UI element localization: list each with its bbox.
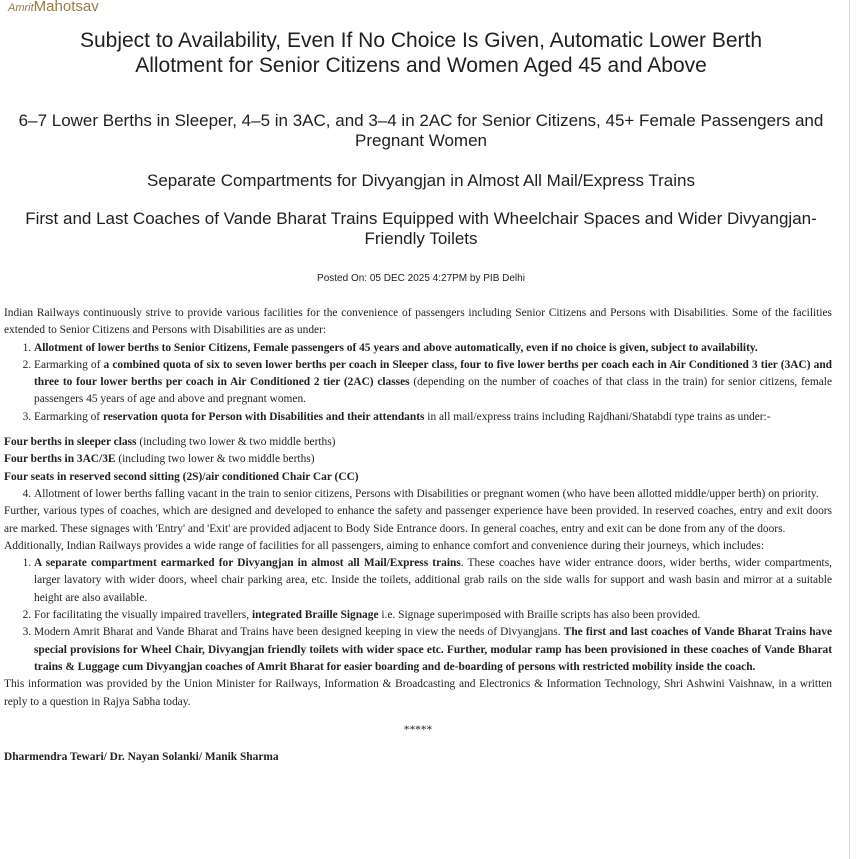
list-item-bold: Allotment of lower berths to Senior Citizens, Female passengers of 45 years and above automatically, even if no choice is given, subject to availability. bbox=[34, 341, 758, 354]
list-item bbox=[34, 340, 832, 357]
list-item-text: Earmarking of bbox=[34, 358, 104, 371]
quota-text: (including two lower & two middle berths) bbox=[136, 436, 336, 449]
list-item-text: (depending on the number of coaches of that class in the train) for senior citizens, female passengers 45 years of age and above and pregnant women. bbox=[34, 376, 832, 406]
quota-text: (including two lower & two middle berths) bbox=[115, 453, 315, 466]
list-item bbox=[34, 357, 832, 409]
logo-big-text: Mahotsav bbox=[33, 0, 99, 15]
list-item-text: Earmarking of bbox=[34, 410, 103, 423]
quota-bold: Four berths in 3AC/3E bbox=[4, 453, 116, 466]
posted-on-line: Posted On: 05 DEC 2025 4:27PM by PIB Delhi bbox=[317, 273, 525, 284]
facilities-list-continued bbox=[4, 486, 832, 503]
list-item bbox=[34, 555, 832, 607]
additional-facilities-paragraph: Additionally, Indian Railways provides a wide range of facilities for all passengers, aiming to enhance comfort and convenience during their journeys, which includes: bbox=[4, 539, 764, 552]
intro-paragraph: Indian Railways continuously strive to provide various facilities for the convenience of passengers including Senior Citizens and Persons with Disabilities. Some of the facilities extended to Senior Citizens and Persons with Disabilities are as under: bbox=[4, 307, 832, 337]
headline-block bbox=[0, 29, 842, 284]
facilities-list bbox=[4, 340, 832, 426]
list-item-bold: The first and last coaches of Vande Bharat Trains have special provisions for Wheel Chair, Divyangjan friendly toilets with wider space etc. Further, modular ramp has been provisioned in these coaches of Vande Bharat trains & Luggage cum Divyangjan coaches of Amrit Bharat for easier boarding and de-boarding of persons with restricted mobility inside the coach. bbox=[34, 626, 833, 673]
quota-line bbox=[4, 451, 832, 468]
list-item: 4. Allotment of lower berths falling vacant in the train to senior citizens, Persons with Disabilities or pregnant women (who have been allotted middle/upper berth) on priority. bbox=[34, 486, 832, 503]
passenger-facilities-list bbox=[4, 555, 832, 676]
list-item bbox=[34, 624, 832, 676]
subheadline-divyangjan-compartments: Separate Compartments for Divyangjan in Almost All Mail/Express Trains bbox=[146, 171, 695, 190]
list-item-text: Modern Amrit Bharat and Vande Bharat and Trains have been designed keeping in view the needs of Divyangjans. bbox=[34, 626, 564, 639]
signature-line: Dharmendra Tewari/ Dr. Nayan Solanki/ Manik Sharma bbox=[4, 751, 279, 764]
main-headline: Subject to Availability, Even If No Choice Is Given, Automatic Lower Berth Allotment for Senior Citizens and Women Aged 45 and Above bbox=[79, 29, 763, 77]
subheadline-vande-bharat: First and Last Coaches of Vande Bharat Trains Equipped with Wheelchair Spaces and Wider Divyangjan-Friendly Toilets bbox=[25, 209, 817, 248]
list-item-text: in all mail/express trains including Rajdhani/Shatabdi type trains as under:- bbox=[424, 410, 771, 423]
closing-paragraph: This information was provided by the Union Minister for Railways, Information & Broadcasting and Electronics & Information Technology, Shri Ashwini Vaishnaw, in a written reply to a question in Rajya Sabha today. bbox=[4, 678, 832, 708]
list-item-text: i.e. Signage superimposed with Braille scripts has also been provided. bbox=[378, 609, 701, 622]
list-item-text: . These coaches have wider entrance doors, wider berths, wider compartments, larger lavatory with wider doors, wheel chair parking area, etc. Inside the toilets, additional grab rails on the side walls for support and wash basin and mirror at a suitable height are also available. bbox=[34, 557, 832, 604]
quota-line bbox=[4, 469, 832, 486]
page-border-line bbox=[849, 0, 850, 859]
logo-small-text: Amrit bbox=[8, 2, 34, 14]
list-item bbox=[34, 409, 832, 426]
subheadline-berths: 6–7 Lower Berths in Sleeper, 4–5 in 3AC, and 3–4 in 2AC for Senior Citizens, 45+ Female Passengers and Pregnant Women bbox=[18, 111, 824, 150]
quota-line bbox=[4, 434, 832, 451]
coaches-paragraph: Further, various types of coaches, which are designed and developed to enhance the safety and passenger experience have been provided. In reserved coaches, entry and exit doors are marked. These signages with 'Entry' and 'Exit' are provided adjacent to Body Side Entrance doors. In general coaches, entry and exit can be done from any of the doors. bbox=[4, 505, 832, 535]
quota-bold: Four seats in reserved second sitting (2S)/air conditioned Chair Car (CC) bbox=[4, 470, 359, 483]
list-item-bold: reservation quota for Person with Disabilities and their attendants bbox=[102, 410, 425, 423]
list-item bbox=[34, 607, 832, 624]
quota-block bbox=[4, 434, 832, 486]
amrit-mahotsav-logo bbox=[8, 0, 99, 16]
list-item-bold: a combined quota of six to seven lower berths per coach in Sleeper class, four to five lower berths per coach each in Air Conditioned 3 tier (3AC) and three to four lower berths per coach in Air Conditioned 2 tier (2AC) classes bbox=[34, 358, 833, 389]
list-item-bold: A separate compartment earmarked for Divyangjan in almost all Mail/Express trains bbox=[34, 557, 461, 570]
article-body bbox=[4, 305, 832, 766]
list-item-bold: integrated Braille Signage bbox=[251, 609, 379, 622]
quota-bold: Four berths in sleeper class bbox=[4, 436, 137, 449]
separator-stars: ***** bbox=[403, 723, 433, 736]
list-item-text: For facilitating the visually impaired travellers, bbox=[34, 609, 252, 622]
